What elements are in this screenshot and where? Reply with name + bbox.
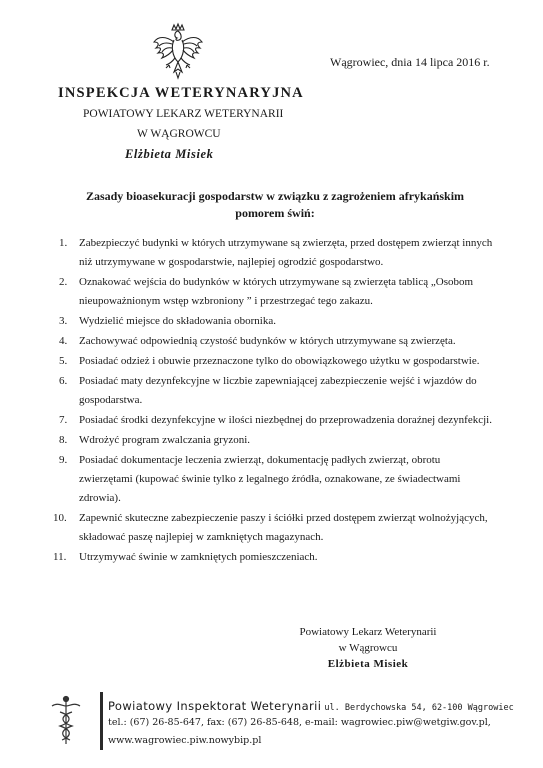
document-date: Wągrowiec, dnia 14 lipca 2016 r. [330, 55, 490, 69]
rule-number: 3. [59, 315, 68, 327]
rule-text: Zabezpieczyć budynki w których utrzymywane są zwierzęta, przed dostępem zwierząt innych niż utrzymywane w gospodarstwie, najlepiej ogrodzić gospodarstwo. [79, 237, 493, 268]
rule-item [55, 352, 495, 371]
footer-divider [100, 692, 103, 750]
signature-title: Powiatowy Lekarz Weterynarii [299, 626, 437, 638]
rule-item [55, 234, 495, 272]
rule-item [55, 312, 495, 331]
title-line: pomorem świń: [235, 206, 315, 220]
polish-eagle-emblem-icon [152, 22, 204, 80]
footer-website: www.wagrowiec.piw.nowybip.pl [108, 735, 262, 746]
rule-text: Posiadać dokumentacje leczenia zwierząt, dokumentację padłych zwierząt, obrotu zwierzętami (kupować świnie tylko z legalnego źródła, oznakowane, ze świadectwami zdrowia). [79, 454, 461, 504]
footer-institution-line [108, 697, 514, 715]
footer-address: ul. Berdychowska 54, 62-100 Wągrowiec [324, 703, 514, 713]
rule-number: 11. [53, 551, 67, 563]
office-city: W WĄGROWCU [137, 128, 221, 140]
officer-name: Elżbieta Misiek [125, 147, 214, 161]
rule-item [55, 431, 495, 450]
office-name: POWIATOWY LEKARZ WETERYNARII [83, 108, 284, 120]
rule-text: Wdrożyć program zwalczania gryzoni. [79, 434, 251, 446]
rule-text: Posiadać odzież i obuwie przeznaczone tylko do obowiązkowego użytku w gospodarstwie. [79, 355, 480, 367]
rule-text: Posiadać środki dezynfekcyjne w ilości niezbędnej do przeprowadzenia doraźnej dezynfekcji. [79, 414, 492, 426]
rule-number: 10. [53, 512, 67, 524]
rule-item [55, 332, 495, 351]
rule-number: 6. [59, 375, 68, 387]
footer-institution: Powiatowy Inspektorat Weterynarii [108, 699, 322, 713]
institution-title: INSPEKCJA WETERYNARYJNA [58, 85, 304, 101]
footer-contact: tel.: (67) 26-85-647, fax: (67) 26-85-648, e-mail: wagrowiec.piw@wetgiw.gov.pl, [108, 717, 491, 728]
signature-city: w Wągrowcu [338, 642, 398, 654]
rule-text: Utrzymywać świnie w zamkniętych pomieszczeniach. [79, 551, 318, 563]
rule-text: Wydzielić miejsce do składowania obornika. [79, 315, 276, 327]
rule-number: 7. [59, 414, 68, 426]
rule-item [55, 411, 495, 430]
rule-number: 9. [59, 454, 68, 466]
rule-text: Zachowywać odpowiednią czystość budynków w których utrzymywane są zwierzęta. [79, 335, 456, 347]
signature-name: Elżbieta Misiek [327, 658, 409, 670]
rule-text: Oznakować wejścia do budynków w których utrzymywane są zwierzęta tablicą „Osobom nieupoważnionym wstęp wzbroniony ” i przestrzegać tego zakazu. [79, 276, 474, 307]
rule-number: 2. [59, 276, 68, 288]
rule-number: 8. [59, 434, 68, 446]
rule-number: 1. [59, 237, 68, 249]
rule-item [55, 372, 495, 410]
rules-list [55, 234, 495, 568]
rule-number: 4. [59, 335, 68, 347]
rule-item [55, 451, 495, 508]
title-line: Zasady bioasekuracji gospodarstw w związku z zagrożeniem afrykańskim [85, 189, 465, 203]
rule-number: 5. [59, 355, 68, 367]
rule-item [55, 273, 495, 311]
rule-text: Posiadać maty dezynfekcyjne w liczbie zapewniającej zabezpieczenie wejść i wjazdów do gospodarstwa. [79, 375, 477, 406]
caduceus-logo-icon [46, 694, 86, 746]
signature-block [298, 624, 438, 672]
rule-item [55, 509, 495, 547]
document-title [60, 188, 490, 222]
rule-text: Zapewnić skuteczne zabezpieczenie paszy i ściółki przed dostępem zwierząt wolnożyjących, składować paszę najlepiej w zamkniętych magazynach. [79, 512, 488, 543]
rule-item [55, 548, 495, 567]
